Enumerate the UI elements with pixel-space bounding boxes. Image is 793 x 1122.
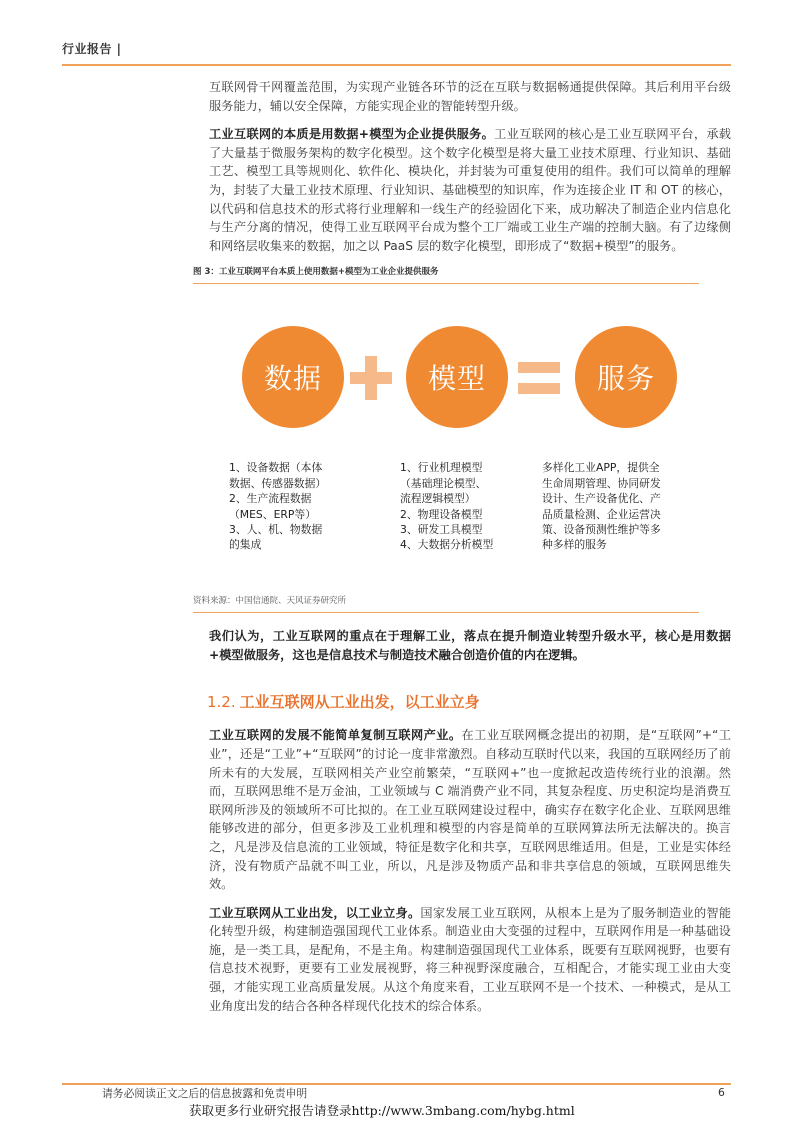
equals-icon-bottom bbox=[518, 383, 560, 394]
paragraph-industry-first-lead: 工业互联网从工业出发，以工业立身。 bbox=[209, 905, 421, 920]
service-item: 种多样的服务 bbox=[542, 538, 607, 552]
paragraph-intro: 互联网骨干网覆盖范围，为实现产业链各环节的泛在互联与数据畅通提供保障。其后利用平台级服务能力，辅以安全保障，方能实现企业的智能转型升级。 bbox=[209, 80, 731, 113]
paragraph-industry-first-body: 国家发展工业互联网，从根本上是为了服务制造业的智能化转型升级，构建制造强国现代工业体系。制造业由大变强的过程中，互联网作用是一种基础设施，是一类工具，是配角，不是主角。构建制造强国现代工业体系，既要有互联网视野，也要有信息技术视野，更要有工业发展视野，将三种视野深度融合，互相配合，才能实现工业由大变强，才能实现工业高质量发展。从这个角度来看，工业互联网不是一个技术、一种模式，是从工业角度出发的结合各种各样现代化技术的综合体系。 bbox=[209, 905, 732, 1013]
service-item: 多样化工业APP，提供全 bbox=[542, 461, 660, 475]
page-number: 6 bbox=[718, 1086, 725, 1099]
paragraph-essence-lead: 工业互联网的本质是用数据+模型为企业提供服务。 bbox=[209, 127, 495, 142]
circle-data: 数据 bbox=[242, 326, 344, 428]
section-title: 工业互联网从工业出发，以工业立身 bbox=[239, 693, 480, 712]
model-item: 4、大数据分析模型 bbox=[400, 538, 494, 552]
paragraph-development-body: 在工业互联网概念提出的初期，是“互联网”+“工业”，还是“工业”+“互联网”的讨论一度非常激烈。自移动互联时代以来，我国的互联网经历了前所未有的大发展，互联网相关产业空前繁荣，“互联网+”也一度掀起改造传统行业的浪潮。然而，互联网思维不是万金油，工业领域与 C 端消费产业不同，其复杂程度、历史积淀均是消费互联网所涉及的领域所不可比拟的。在工业互联网建设过程中，确实存在数字化企业、互联网思维能够改进的部分，但更多涉及工业机理和模型的内容是简单的互联网算法所无法解决的。换言之，凡是涉及信息流的工业领域，特征是数字化和共享，互联网思维适用。但是，工业是实体经济，没有物质产品就不叫工业，所以，凡是涉及物质产品和非共享信息的领域，互联网思维失效。 bbox=[209, 728, 731, 892]
column-model-items bbox=[400, 460, 493, 552]
footer-divider bbox=[62, 1083, 731, 1085]
plus-icon-vertical bbox=[365, 356, 377, 400]
figure-caption: 图 3：工业互联网平台本质上使用数据+模型为工业企业提供服务 bbox=[193, 265, 699, 284]
data-item: 数据、传感器数据） bbox=[229, 476, 327, 490]
model-item: 1、行业机理模型 bbox=[400, 461, 483, 475]
data-item: 2、生产流程数据 bbox=[229, 492, 312, 506]
paragraph-industry-first bbox=[209, 904, 731, 1016]
header-divider bbox=[62, 64, 731, 66]
service-item: 品质量检测、企业运营决 bbox=[542, 507, 661, 521]
data-item: 1、设备数据（本体 bbox=[229, 461, 323, 475]
report-header-label: 行业报告 | bbox=[62, 42, 122, 56]
model-item: 3、研发工具模型 bbox=[400, 522, 483, 536]
service-item: 生命周期管理、协同研发 bbox=[542, 476, 661, 490]
column-data-items bbox=[229, 460, 326, 552]
data-item: 的集成 bbox=[229, 538, 262, 552]
circle-service: 服务 bbox=[575, 326, 677, 428]
paragraph-development bbox=[209, 726, 731, 893]
footer-promo-link[interactable]: 获取更多行业研究报告请登录http://www.3mbang.com/hybg.html bbox=[189, 1103, 575, 1118]
figure-source: 资料来源：中国信通院、天风证券研究所 bbox=[193, 594, 699, 613]
paragraph-essence bbox=[209, 125, 731, 255]
service-item: 设计、生产设备优化、产 bbox=[542, 492, 661, 506]
footer-disclaimer: 请务必阅读正文之后的信息披露和免责申明 bbox=[102, 1087, 308, 1100]
model-item: 流程逻辑模型） bbox=[400, 492, 476, 506]
section-heading bbox=[207, 691, 731, 712]
model-item: （基础理论模型、 bbox=[400, 476, 487, 490]
column-service-items bbox=[542, 460, 661, 552]
model-item: 2、物理设备模型 bbox=[400, 507, 483, 521]
conclusion-paragraph: 我们认为，工业互联网的重点在于理解工业，落点在提升制造业转型升级水平，核心是用数据+模型做服务，这也是信息技术与制造技术融合创造价值的内在逻辑。 bbox=[209, 629, 731, 663]
data-item: 3、人、机、物数据 bbox=[229, 522, 323, 536]
main-content bbox=[193, 78, 732, 1025]
service-item: 策、设备预测性维护等多 bbox=[542, 522, 661, 536]
equals-icon-top bbox=[518, 362, 560, 373]
circle-model: 模型 bbox=[406, 326, 508, 428]
data-item: （MES、ERP等） bbox=[229, 507, 317, 521]
paragraph-essence-body: 工业互联网的核心是工业互联网平台，承载了大量基于微服务架构的数字化模型。这个数字化模型是将大量工业技术原理、行业知识、基础工艺、模型工具等规则化、软件化、模块化，并封装为可重复使用的组件。我们可以简单的理解为，封装了大量工业技术原理、行业知识、基础模型的知识库，作为连接企业 IT 和 OT 的核心，以代码和信息技术的形式将行业理解和一线生产的经验固化下来，成功解决了制造企业内信息化与生产分离的情况，使得工业互联网平台成为整个工厂端或工业生产端的控制大脑。有了边缘侧和网络层收集来的数据，加之以 PaaS 层的数字化模型，即形成了“数据+模型”的服务。 bbox=[209, 127, 731, 253]
figure-data-model-service bbox=[193, 284, 715, 590]
section-number: 1.2. bbox=[207, 693, 236, 712]
paragraph-development-lead: 工业互联网的发展不能简单复制互联网产业。 bbox=[209, 728, 462, 743]
